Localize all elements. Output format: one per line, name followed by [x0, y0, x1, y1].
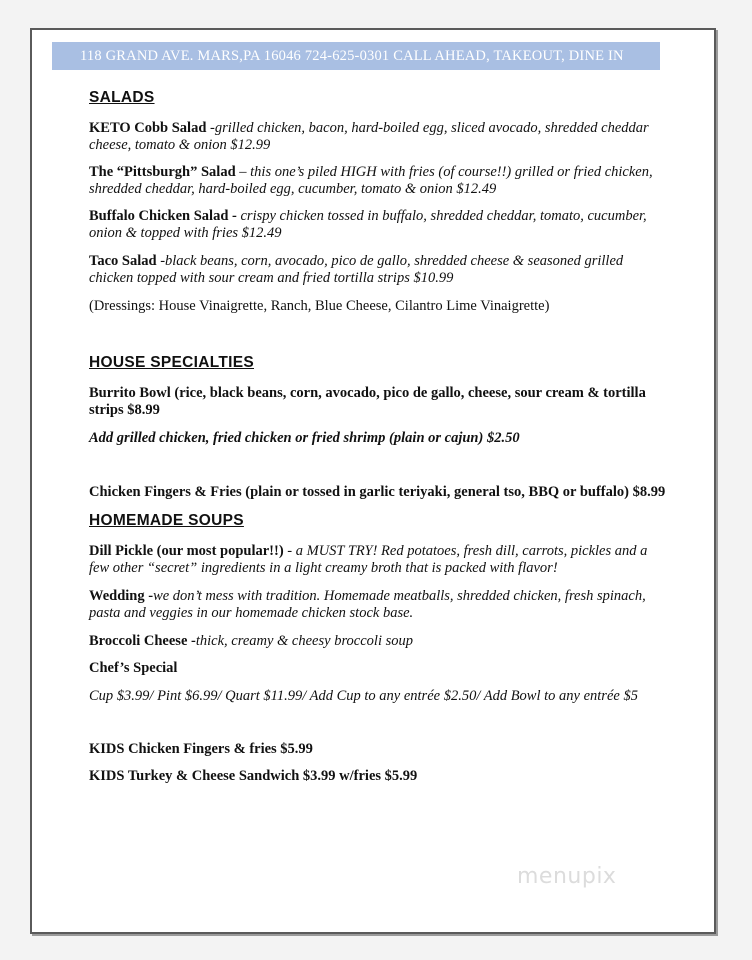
salad-item-keto: [89, 120, 669, 154]
dressings-note: (Dressings: House Vinaigrette, Ranch, Blue Cheese, Cilantro Lime Vinaigrette): [89, 298, 550, 314]
soup-item-wedding: [89, 588, 669, 622]
item-name: Taco Salad: [89, 253, 157, 269]
soup-item-chefs-special: [89, 660, 669, 677]
menupix-watermark: menupix: [517, 864, 617, 889]
soup-prices: Cup $3.99/ Pint $6.99/ Quart $11.99/ Add Cup to any entrée $2.50/ Add Bowl to any entrée $5: [89, 688, 638, 704]
kids-turkey-sandwich: KIDS Turkey & Cheese Sandwich $3.99 w/fries $5.99: [89, 768, 418, 784]
soup-item-broccoli: [89, 633, 669, 650]
item-desc: - a MUST TRY! Red potatoes, fresh dill, carrots, pickles and a few other “secret” ingredients in a light creamy broth that is packed with flavor!: [89, 543, 648, 576]
item-name: Chef’s Special: [89, 660, 178, 676]
item-name: Dill Pickle (our most popular!!): [89, 543, 284, 559]
salad-item-taco: [89, 253, 669, 287]
item-desc: crispy chicken tossed in buffalo, shredded cheddar, tomato, cucumber, onion & topped with fries $12.49: [89, 208, 647, 241]
chicken-fingers-item: Chicken Fingers & Fries (plain or tossed in garlic teriyaki, general tso, BBQ or buffalo) $8.99: [89, 484, 666, 500]
soup-item-dill-pickle: [89, 543, 669, 577]
kids-chicken-fingers: KIDS Chicken Fingers & fries $5.99: [89, 741, 313, 757]
address-banner: 118 GRAND AVE. MARS,PA 16046 724-625-0301 CALL AHEAD, TAKEOUT, DINE IN: [52, 42, 660, 70]
item-name: KETO Cobb Salad: [89, 120, 207, 136]
item-desc: – this one’s piled HIGH with fries (of course!!) grilled or fried chicken, shredded cheddar, hard-boiled egg, cucumber, tomato & onion $12.49: [89, 164, 653, 197]
salad-item-pittsburgh: [89, 164, 669, 198]
item-desc: thick, creamy & cheesy broccoli soup: [195, 633, 413, 649]
salad-item-buffalo: [89, 208, 669, 242]
salads-heading: SALADS: [89, 89, 155, 106]
item-desc: -black beans, corn, avocado, pico de gallo, shredded cheese & seasoned grilled chicken topped with sour cream and fried tortilla strips $10.99: [89, 253, 624, 286]
item-name: The “Pittsburgh” Salad: [89, 164, 236, 180]
item-desc: we don’t mess with tradition. Homemade meatballs, shredded chicken, fresh spinach, pasta and veggies in our homemade chicken stock base.: [89, 588, 646, 621]
item-name: Wedding -: [89, 588, 154, 604]
burrito-bowl-item: Burrito Bowl (rice, black beans, corn, avocado, pico de gallo, cheese, sour cream & tortilla strips $8.99: [89, 385, 646, 418]
item-name: Broccoli Cheese -: [89, 633, 196, 649]
item-desc: -grilled chicken, bacon, hard-boiled egg, sliced avocado, shredded cheddar cheese, tomato & onion $12.99: [89, 120, 649, 153]
item-name: Buffalo Chicken Salad -: [89, 208, 241, 224]
burrito-addon: Add grilled chicken, fried chicken or fried shrimp (plain or cajun) $2.50: [89, 430, 520, 446]
specialties-heading: HOUSE SPECIALTIES: [89, 354, 255, 371]
soups-heading: HOMEMADE SOUPS: [89, 512, 244, 529]
